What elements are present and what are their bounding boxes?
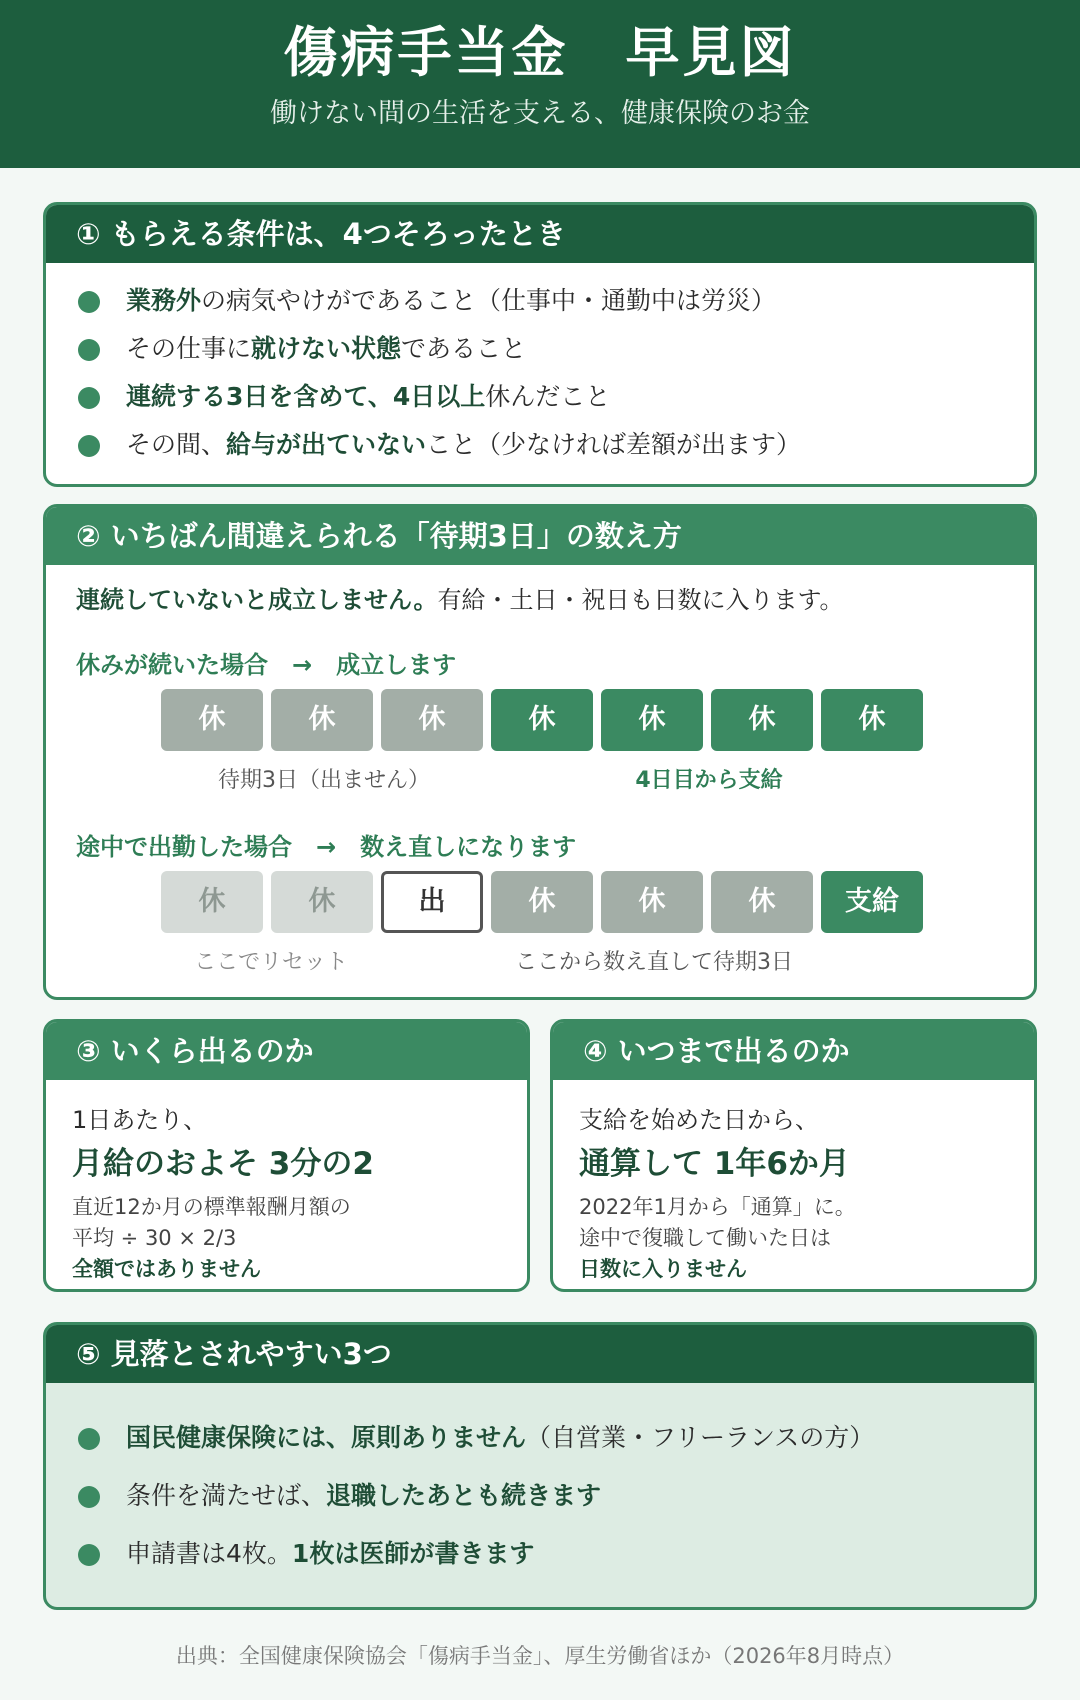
duration-detail xyxy=(579,1192,856,1285)
day-rest-waiting: 休 xyxy=(381,689,483,751)
emphasis-text: 連続する3日を含めて、4日以上 xyxy=(126,382,486,411)
detail-line: 途中で復職して働いた日は xyxy=(579,1226,831,1250)
item-text: （自営業・フリーランスの方） xyxy=(526,1423,875,1452)
intro-text: 有給・土日・祝日も日数に入ります。 xyxy=(437,586,844,614)
list-item xyxy=(78,325,1034,373)
case1-title: 休みが続いた場合 → 成立します xyxy=(76,651,457,679)
list-item xyxy=(78,421,1034,469)
duration-heading: ④ いつまで出るのか xyxy=(553,1022,1034,1080)
emphasis-text: 連続していないと成立しません。 xyxy=(76,586,438,614)
emphasis-text: 就けない状態 xyxy=(251,334,402,363)
amount-highlight: 月給のおよそ 3分の2 xyxy=(72,1146,374,1182)
detail-line: 平均 ÷ 30 × 2/3 xyxy=(72,1226,237,1250)
conditions-heading: ① もらえる条件は、4つそろったとき xyxy=(46,205,1034,263)
day-rest-paid: 休 xyxy=(491,689,593,751)
conditions-list xyxy=(46,263,1034,469)
bullet-dot-icon xyxy=(78,435,100,457)
conditions-card xyxy=(43,202,1037,487)
day-work: 出 xyxy=(381,871,483,933)
case2-day-row xyxy=(161,871,923,933)
page-subtitle: 働けない間の生活を支える、健康保険のお金 xyxy=(270,98,810,129)
list-item xyxy=(78,373,1034,421)
overlooked-list xyxy=(46,1383,1034,1583)
emphasis-text: 業務外 xyxy=(126,286,202,315)
item-text: であること xyxy=(401,334,527,363)
amount-lead: 1日あたり、 xyxy=(72,1106,208,1134)
emphasis-text: 1枚は医師が書きます xyxy=(291,1539,535,1568)
day-rest-waiting: 休 xyxy=(711,871,813,933)
day-rest-waiting: 休 xyxy=(491,871,593,933)
list-item xyxy=(78,277,1034,325)
bullet-dot-icon xyxy=(78,1544,100,1566)
day-rest-paid: 休 xyxy=(821,689,923,751)
item-text: 休んだこと xyxy=(485,382,611,411)
detail-note: 全額ではありません xyxy=(72,1257,261,1281)
emphasis-text: 給与が出ていない xyxy=(226,430,427,459)
case1-caption-paid: 4日目から支給 xyxy=(635,768,783,793)
day-paid: 支給 xyxy=(821,871,923,933)
duration-card xyxy=(550,1019,1037,1292)
item-text: その仕事に xyxy=(126,334,252,363)
overlooked-heading: ⑤ 見落とされやすい3つ xyxy=(46,1325,1034,1383)
item-text: 条件を満たせば、 xyxy=(126,1481,327,1510)
waiting-period-heading: ② いちばん間違えられる「待期3日」の数え方 xyxy=(46,507,1034,565)
case2-title: 途中で出勤した場合 → 数え直しになります xyxy=(76,833,577,861)
item-text: その間、 xyxy=(126,430,227,459)
duration-highlight: 通算して 1年6か月 xyxy=(579,1146,850,1182)
bullet-dot-icon xyxy=(78,1428,100,1450)
case1-day-row xyxy=(161,689,923,751)
amount-card xyxy=(43,1019,530,1292)
day-rest-waiting: 休 xyxy=(271,689,373,751)
item-text: の病気やけがであること（仕事中・通勤中は労災） xyxy=(201,286,777,315)
overlooked-card xyxy=(43,1322,1037,1610)
detail-line: 直近12か月の標準報酬月額の xyxy=(72,1195,351,1219)
item-text: こと（少なければ差額が出ます） xyxy=(426,430,802,459)
page-title: 傷病手当金 早見図 xyxy=(283,21,797,84)
case1-caption-waiting: 待期3日（出ません） xyxy=(218,768,430,793)
day-rest-paid: 休 xyxy=(711,689,813,751)
amount-detail xyxy=(72,1192,351,1285)
case2-caption-reset: ここでリセット xyxy=(194,950,348,975)
bullet-dot-icon xyxy=(78,387,100,409)
emphasis-text: 退職したあとも続きます xyxy=(326,1481,602,1510)
list-item xyxy=(78,1467,1034,1525)
day-rest-paid: 休 xyxy=(601,689,703,751)
detail-line: 2022年1月から「通算」に。 xyxy=(579,1195,856,1219)
bullet-dot-icon xyxy=(78,339,100,361)
bullet-dot-icon xyxy=(78,1486,100,1508)
waiting-period-intro xyxy=(76,583,844,617)
page-header xyxy=(0,0,1080,168)
day-rest-waiting: 休 xyxy=(601,871,703,933)
day-rest-waiting: 休 xyxy=(161,689,263,751)
detail-note: 日数に入りません xyxy=(579,1257,747,1281)
duration-lead: 支給を始めた日から、 xyxy=(579,1106,819,1134)
day-rest-reset: 休 xyxy=(271,871,373,933)
emphasis-text: 国民健康保険には、原則ありません xyxy=(126,1423,527,1452)
amount-heading: ③ いくら出るのか xyxy=(46,1022,527,1080)
bullet-dot-icon xyxy=(78,291,100,313)
list-item xyxy=(78,1525,1034,1583)
waiting-period-card xyxy=(43,504,1037,1000)
day-rest-reset: 休 xyxy=(161,871,263,933)
case2-caption-recount: ここから数え直して待期3日 xyxy=(515,950,793,975)
list-item xyxy=(78,1409,1034,1467)
source-citation: 出典：全国健康保険協会「傷病手当金」、厚生労働省ほか（2026年8月時点） xyxy=(175,1644,905,1668)
item-text: 申請書は4枚。 xyxy=(126,1539,292,1568)
